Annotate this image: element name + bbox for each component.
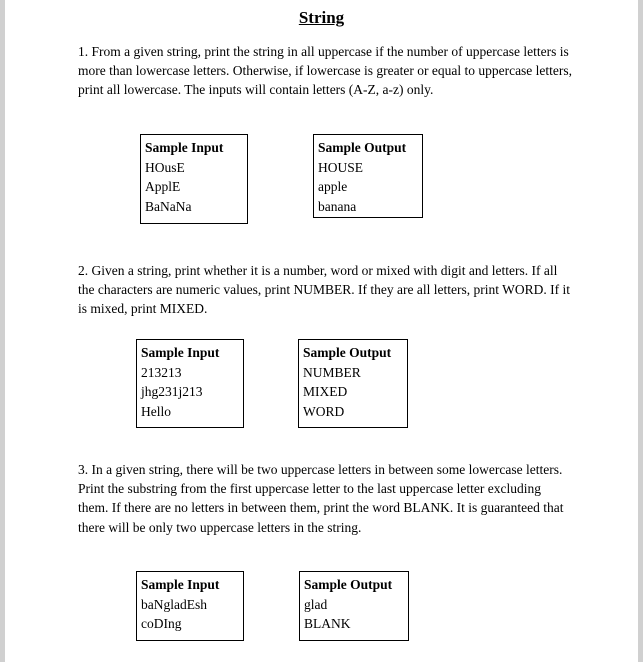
sample-input-line: Hello <box>141 403 171 419</box>
sample-output-heading: Sample Output <box>303 345 392 360</box>
problem-3-text: 3. In a given string, there will be two uppercase letters in between some lowercase letters. Print the substring from the first uppercase letter to the last uppercase letter excluding them. If there are no letters in between them, print the word BLANK. It is guaranteed that there will be only two uppercase letters in the string. <box>78 462 564 535</box>
sample-input-heading: Sample Input <box>141 577 220 592</box>
page-frame-right <box>638 0 643 662</box>
problem-3-sample-output-box <box>299 571 409 641</box>
sample-output-line: HOUSE <box>318 159 364 175</box>
sample-output-line: NUMBER <box>303 364 361 380</box>
sample-input-line: BaNaNa <box>145 198 192 214</box>
sample-output-line: apple <box>318 179 348 194</box>
sample-output-line: MIXED <box>303 384 348 399</box>
problem-2-sample-output-box <box>298 339 408 428</box>
sample-input-heading: Sample Input <box>141 345 220 360</box>
problem-1-sample-input-box <box>140 134 248 224</box>
page-frame-left <box>0 0 5 662</box>
sample-input-line: 213213 <box>141 364 182 380</box>
sample-input-line: ApplE <box>145 179 181 194</box>
sample-output-heading: Sample Output <box>318 140 407 155</box>
sample-input-line: jhg231j213 <box>141 384 203 399</box>
sample-output-line: banana <box>318 198 357 214</box>
sample-output-heading: Sample Output <box>304 577 393 592</box>
problem-2-sample-input-box <box>136 339 244 428</box>
sample-input-heading: Sample Input <box>145 140 224 155</box>
problem-1-sample-output-box <box>313 134 423 218</box>
sample-input-line: baNgladEsh <box>141 596 207 612</box>
sample-output-line: BLANK <box>304 616 351 631</box>
sample-input-line: HOusE <box>145 159 185 175</box>
document-title: String <box>298 8 345 27</box>
sample-output-line: WORD <box>303 403 345 419</box>
sample-output-line: glad <box>304 596 328 612</box>
sample-input-line: coDIng <box>141 616 182 631</box>
problem-3-sample-input-box <box>136 571 244 641</box>
problem-1-text: 1. From a given string, print the string in all uppercase if the number of uppercase letters is more than lowercase letters. Otherwise, if lowercase is greater or equal to uppercase letters, print all lowercase. The inputs will contain letters (A-Z, a-z) only. <box>78 44 573 98</box>
problem-2-text: 2. Given a string, print whether it is a number, word or mixed with digit and letters. If all the characters are numeric values, print NUMBER. If they are all letters, print WORD. If it is mixed, print MIXED. <box>78 263 570 317</box>
